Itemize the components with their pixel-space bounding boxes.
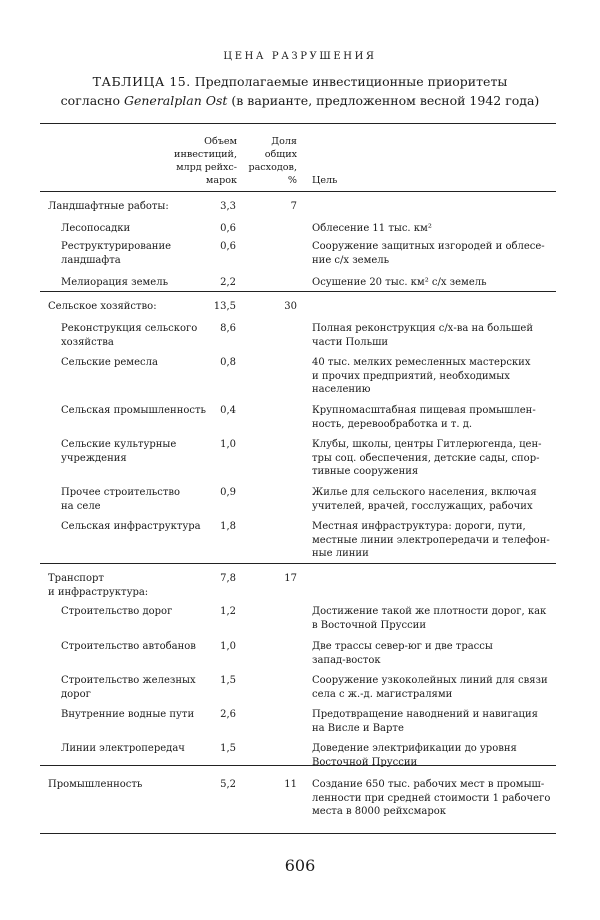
row-investment: 0,4 [220,405,236,416]
text-line: Промышленность [48,779,143,790]
row-investment: 0,6 [220,241,236,252]
row-investment: 0,6 [220,223,236,234]
row-goal [312,520,562,561]
section-share: 11 [284,779,297,790]
row-goal [312,322,562,349]
text-line: Достижение такой же плотности дорог, как [312,606,547,617]
row-goal [312,674,562,701]
header-rule [40,191,556,192]
text-line: и прочих предприятий, необходимых [312,370,510,382]
section-goal [312,778,562,819]
text-line: на селе [61,500,101,512]
row-goal [312,640,562,667]
row-goal [312,708,562,735]
column-header-goal: Цель [312,175,338,186]
table-number: ТАБЛИЦА 15. [92,74,191,89]
row-investment: 0,8 [220,357,236,368]
text-line: Транспорт [48,573,104,584]
row-goal [312,356,562,397]
text-line: на Висле и Варте [312,722,404,734]
section-share: 7 [290,201,297,212]
text-line: дорог [61,688,91,700]
text-line: Клубы, школы, центры Гитлерюгенда, цен- [312,439,542,450]
text-line: Две трассы север-юг и две трассы [312,641,493,652]
row-goal [312,605,562,632]
header-line: расходов, [248,162,297,173]
row-goal [312,438,562,479]
text-line: Сельская промышленность [61,405,206,416]
text-line: места в 8000 рейхсмарок [312,806,447,817]
bottom-rule [40,833,556,834]
text-line: Создание 650 тыс. рабочих мест в промыш- [312,779,545,790]
table-title-suffix: (в варианте, предложенном весной 1942 года) [231,93,540,108]
page-number: 606 [284,856,316,875]
row-goal [312,276,562,290]
text-line: села с ж.-д. магистралями [312,688,453,700]
text-line: Крупномасштабная пищевая промышлен- [312,405,536,416]
column-header-investment [150,135,237,187]
running-head: ЦЕНА РАЗРУШЕНИЯ [223,51,377,62]
text-line: Лесопосадки [61,223,131,234]
text-line: Линии электропередач [61,743,185,754]
text-line: Сельская инфраструктура [61,521,201,532]
text-line: Строительство автобанов [61,641,196,652]
table-title-line-1 [40,72,560,91]
text-line: Сооружение узкоколейных линий для связи [312,675,548,686]
text-line: Жилье для сельского населения, включая [312,487,537,498]
row-goal [312,240,562,267]
header-line: % [287,175,297,186]
row-investment: 1,5 [220,675,236,686]
text-line: ные линии [312,548,369,559]
section-investment: 5,2 [220,779,236,790]
table-title-line-2 [40,91,560,110]
table-title-text: Предполагаемые инвестиционные приоритеты [194,74,508,89]
text-line: 40 тыс. мелких ремесленных мастерских [312,357,531,368]
row-investment: 0,9 [220,487,236,498]
text-line: Сельские культурные [61,439,177,450]
row-investment: 1,0 [220,439,236,450]
section-rule [40,563,556,564]
row-investment: 2,6 [220,709,236,720]
text-line: запад-восток [312,654,381,666]
text-line: Облесение 11 тыс. км² [312,223,432,234]
text-line: хозяйства [61,336,114,348]
row-goal [312,742,562,769]
row-goal [312,404,562,431]
section-investment: 7,8 [220,573,236,584]
text-line: Осушение 20 тыс. км² с/х земель [312,277,487,288]
text-line: ленности при средней стоимости 1 рабочего [312,792,551,804]
text-line: Строительство железных [61,675,196,686]
section-investment: 13,5 [213,301,236,312]
text-line: Строительство дорог [61,606,173,617]
text-line: Полная реконструкция с/х-ва на большей [312,323,533,334]
header-line: млрд рейхс- [176,162,237,173]
header-line: Объем [204,136,237,147]
text-line: в Восточной Пруссии [312,619,427,631]
table-title-prefix: согласно [60,93,120,108]
text-line: Сельское хозяйство: [48,301,157,312]
table-title [40,72,560,110]
text-line: Местная инфраструктура: дороги, пути, [312,521,526,532]
plan-name: Generalplan Ost [123,93,228,108]
section-share: 30 [284,301,297,312]
row-investment: 2,2 [220,277,236,288]
top-rule [40,123,556,124]
text-line: части Польши [312,336,389,348]
row-investment: 1,5 [220,743,236,754]
text-line: Реконструкция сельского [61,323,198,334]
row-investment: 1,0 [220,641,236,652]
section-rule [40,291,556,292]
text-line: учителей, врачей, госслужащих, рабочих [312,500,533,512]
text-line: ландшафта [61,254,121,266]
text-line: местные линии электропередачи и телефон- [312,534,550,546]
text-line: учреждения [61,452,127,464]
text-line: Ландшафтные работы: [48,201,169,212]
row-goal [312,486,562,513]
header-line: общих [264,149,297,160]
text-line: Мелиорация земель [61,277,169,288]
text-line: Внутренние водные пути [61,709,195,720]
header-line: марок [205,175,237,186]
section-investment: 3,3 [220,201,236,212]
column-header-share [240,135,297,187]
text-line: Восточной Пруссии [312,756,418,768]
row-investment: 1,8 [220,521,236,532]
text-line: Сооружение защитных изгородей и облесе- [312,241,545,252]
text-line: Прочее строительство [61,487,181,498]
section-share: 17 [284,573,297,584]
text-line: Предотвращение наводнений и навигация [312,709,538,720]
text-line: населению [312,384,371,395]
text-line: Реструктурирование [61,241,172,252]
text-line: ние с/х земель [312,254,390,266]
text-line: Сельские ремесла [61,357,158,368]
text-line: тивные сооружения [312,466,419,477]
row-investment: 1,2 [220,606,236,617]
row-goal [312,222,562,236]
text-line: Доведение электрификации до уровня [312,743,517,754]
header-line: инвестиций, [174,149,237,160]
text-line: и инфраструктура: [48,586,149,598]
header-line: Доля [271,136,297,147]
text-line: тры соц. обеспечения, детские сады, спор- [312,452,540,464]
text-line: ность, деревообработка и т. д. [312,418,473,430]
row-investment: 8,6 [220,323,236,334]
